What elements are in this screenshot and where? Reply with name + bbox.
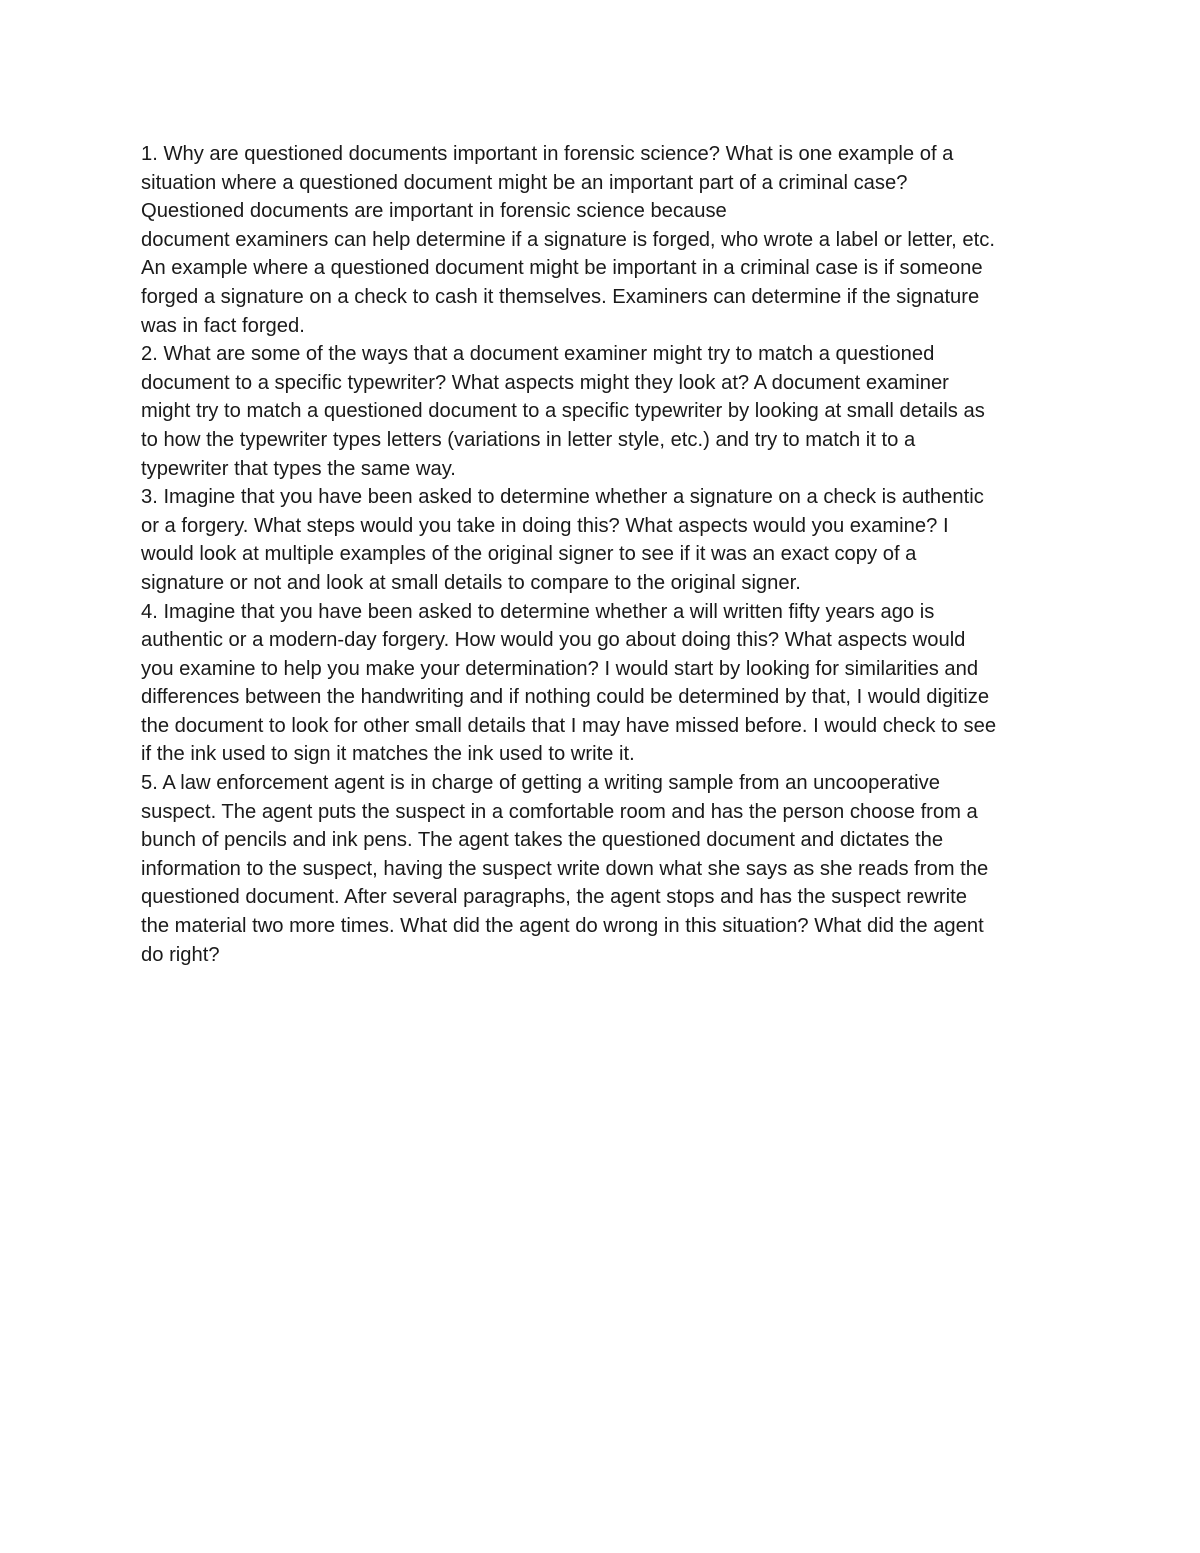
text-line: authentic or a modern-day forgery. How would you go about doing this? What aspects would: [141, 629, 966, 652]
text-line: 2. What are some of the ways that a document examiner might try to match a questioned: [141, 343, 935, 366]
text-line: 1. Why are questioned documents important in forensic science? What is one example of a: [141, 143, 954, 165]
text-line: 4. Imagine that you have been asked to determine whether a will written fifty years ago is: [141, 600, 935, 623]
text-line: if the ink used to sign it matches the ink used to write it.: [141, 743, 635, 766]
text-line: might try to match a questioned document to a specific typewriter by looking at small details as: [141, 400, 985, 423]
text-line: you examine to help you make your determination? I would start by looking for similarities and: [141, 657, 979, 680]
text-line: bunch of pencils and ink pens. The agent takes the questioned document and dictates the: [141, 829, 944, 852]
text-line: information to the suspect, having the suspect write down what she says as she reads from the: [141, 857, 989, 880]
text-line: An example where a questioned document might be important in a criminal case is if someone: [141, 257, 983, 280]
text-line: situation where a questioned document might be an important part of a criminal case?: [141, 171, 908, 194]
text-line: differences between the handwriting and if nothing could be determined by that, I would digitize: [141, 686, 990, 709]
text-line: questioned document. After several paragraphs, the agent stops and has the suspect rewrite: [141, 886, 967, 909]
text-line: Questioned documents are important in forensic science because: [141, 200, 727, 223]
text-line: document examiners can help determine if a signature is forged, who wrote a label or letter, etc.: [141, 228, 995, 251]
text-line: forged a signature on a check to cash it themselves. Examiners can determine if the signature: [141, 285, 980, 308]
text-line: or a forgery. What steps would you take in doing this? What aspects would you examine? I: [141, 514, 949, 537]
text-line: 5. A law enforcement agent is in charge of getting a writing sample from an uncooperative: [141, 772, 940, 795]
text-line: do right?: [141, 943, 220, 966]
text-line: 3. Imagine that you have been asked to determine whether a signature on a check is authentic: [141, 486, 984, 509]
text-line: typewriter that types the same way.: [141, 457, 456, 480]
text-line: the material two more times. What did the agent do wrong in this situation? What did the agent: [141, 915, 984, 938]
text-line: suspect. The agent puts the suspect in a comfortable room and has the person choose from a: [141, 800, 978, 823]
text-line: document to a specific typewriter? What aspects might they look at? A document examiner: [141, 371, 949, 394]
text-line: to how the typewriter types letters (variations in letter style, etc.) and try to match it to a: [141, 428, 916, 451]
text-line: would look at multiple examples of the original signer to see if it was an exact copy of a: [141, 543, 917, 566]
text-line: the document to look for other small details that I may have missed before. I would check to see: [141, 714, 997, 737]
text-line: was in fact forged.: [141, 314, 305, 337]
text-line: signature or not and look at small details to compare to the original signer.: [141, 571, 801, 594]
document-body: [141, 140, 1071, 969]
